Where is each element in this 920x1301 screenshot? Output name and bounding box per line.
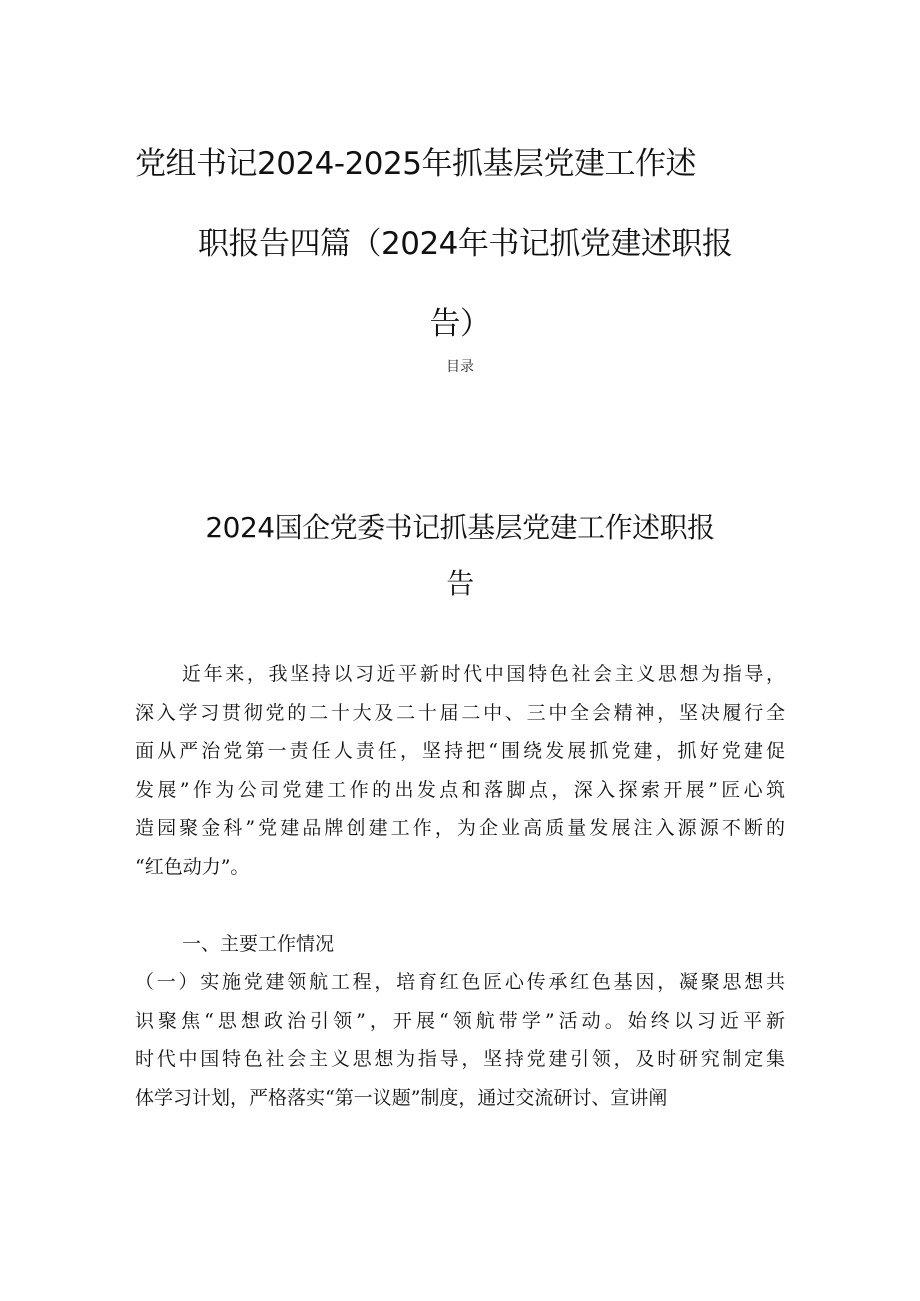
section-title-line-2: 告 — [446, 567, 474, 600]
paragraph-line: 识聚焦“思想政治引领”，开展“领航带学”活动。始终以习近平新 — [135, 1009, 785, 1032]
paragraph-line: 深入学习贯彻党的二十大及二十届二中、三中全会精神，坚决履行全 — [135, 701, 785, 724]
toc-label: 目录 — [446, 359, 474, 375]
paragraph-line: 体学习计划，严格落实“第一议题”制度，通过交流研讨、宣讲阐 — [135, 1086, 668, 1109]
paragraph-work-1 — [135, 963, 785, 1117]
paragraph-line: 时代中国特色社会主义思想为指导，坚持党建引领，及时研究制定集 — [135, 1048, 785, 1071]
paragraph-line: 近年来，我坚持以习近平新时代中国特色社会主义思想为指导， — [182, 663, 785, 685]
paragraph-line: 发展”作为公司党建工作的出发点和落脚点，深入探索开展”匠心筑 — [135, 778, 785, 801]
paragraph-line: （一）实施党建领航工程，培育红色匠心传承红色基因，凝聚思想共 — [135, 971, 785, 993]
main-title-line-3: 告） — [429, 306, 491, 342]
main-title-line-1: 党组书记2024-2025年抓基层党建工作述 — [135, 146, 696, 182]
paragraph-line: “红色动力”。 — [135, 855, 250, 878]
paragraph-line: 面从严治党第一责任人责任，坚持把“围绕发展抓党建，抓好党建促 — [135, 740, 785, 763]
paragraph-intro — [135, 655, 785, 887]
section-title-line-1: 2024国企党委书记抓基层党建工作述职报 — [205, 511, 715, 544]
paragraph-line: 造园聚金科”党建品牌创建工作，为企业高质量发展注入源源不断的 — [135, 817, 785, 840]
main-title-line-2: 职报告四篇（2024年书记抓党建述职报 — [198, 226, 733, 262]
section-heading-main-work: 一、主要工作情况 — [182, 933, 335, 955]
